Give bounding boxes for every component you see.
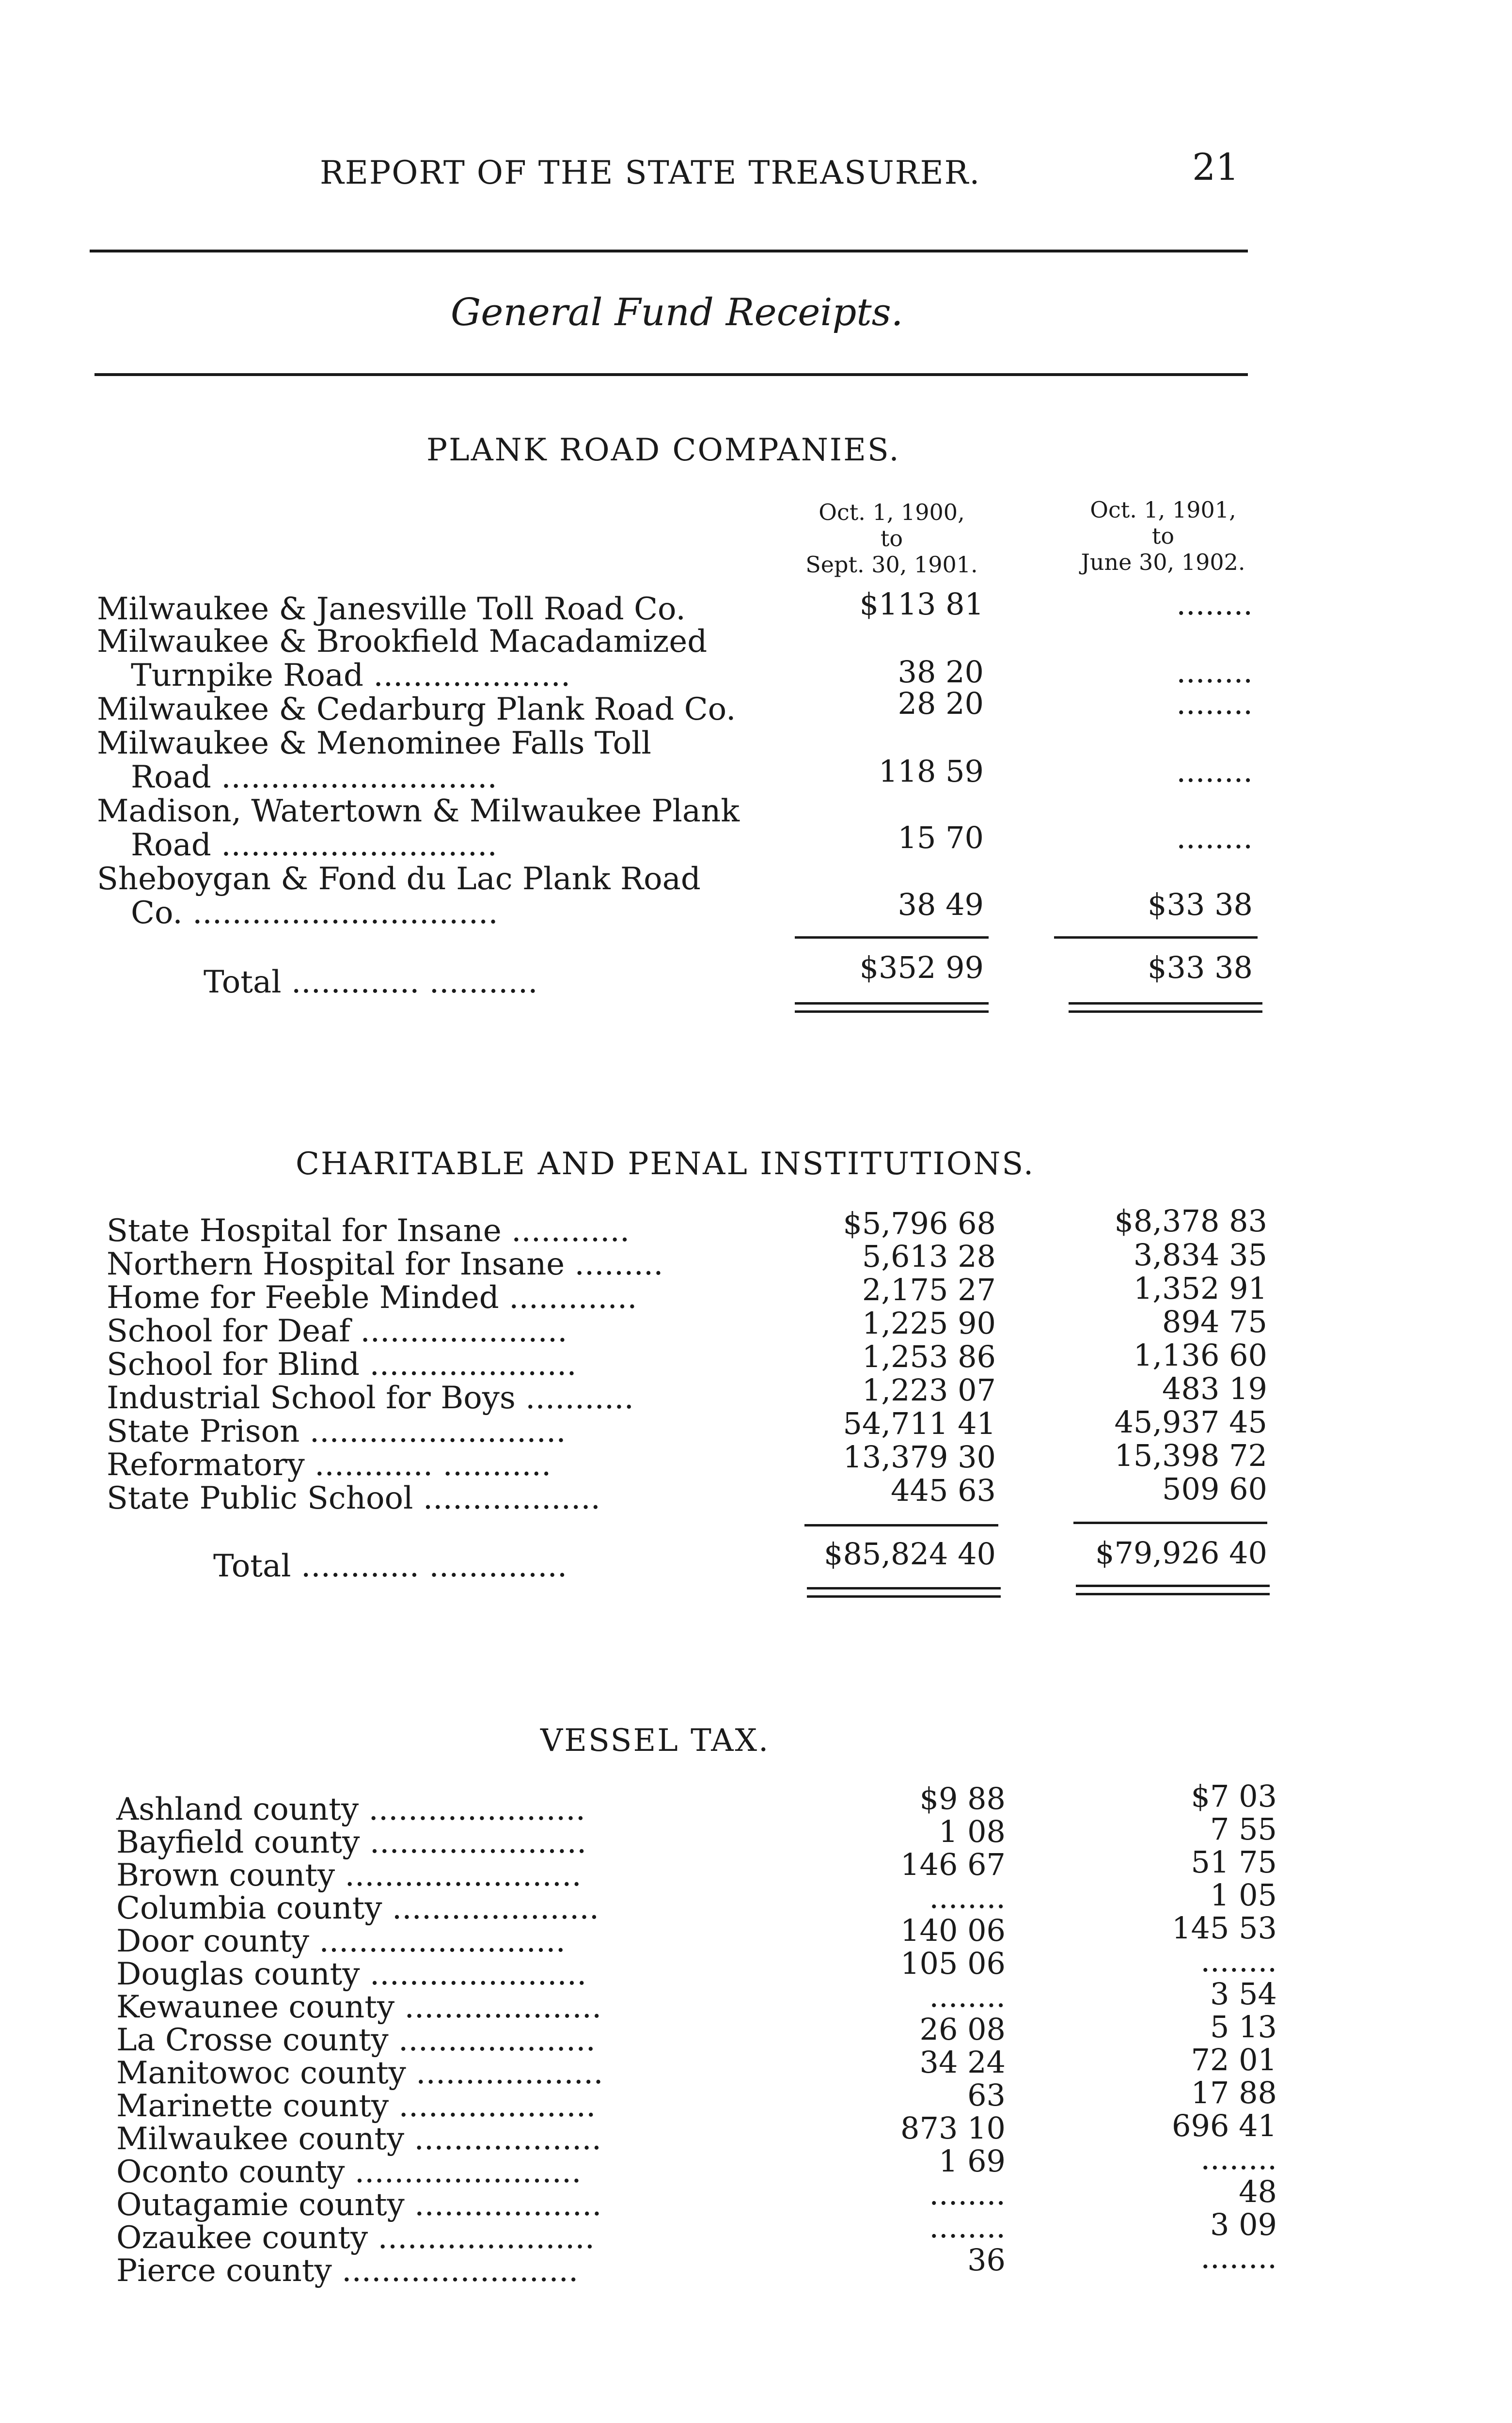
table-cell-value: 140 06 bbox=[900, 1913, 1006, 1948]
table-cell-value: 38 49 bbox=[898, 887, 984, 922]
table-row-label: Milwaukee & Brookfield Macadamized bbox=[97, 624, 708, 660]
table-cell-value: ........ bbox=[1176, 654, 1253, 690]
table-cell-value: $9 88 bbox=[919, 1781, 1006, 1816]
table-cell-value: 15,398 72 bbox=[1114, 1438, 1267, 1473]
table-row-label: Home for Feeble Minded ............. bbox=[107, 1280, 637, 1316]
table-cell-value: 36 bbox=[967, 2242, 1006, 2278]
table-row-label: School for Blind ..................... bbox=[107, 1347, 577, 1383]
table-cell-value: 118 59 bbox=[879, 754, 984, 789]
charitable-total-double-rule-1 bbox=[807, 1587, 1001, 1598]
plank-col2-header bbox=[1047, 497, 1279, 575]
table-cell-value: 509 60 bbox=[1162, 1471, 1267, 1507]
table-cell-value: 3 09 bbox=[1210, 2207, 1277, 2242]
table-row-label: Manitowoc county ................... bbox=[116, 2055, 603, 2091]
table-cell-value: 1 69 bbox=[938, 2143, 1006, 2179]
plank-sum-rule-1 bbox=[795, 936, 989, 939]
table-cell-value: 1,225 90 bbox=[862, 1306, 996, 1341]
table-cell-value: 873 10 bbox=[900, 2110, 1006, 2146]
table-cell-value: $5,796 68 bbox=[843, 1206, 996, 1241]
table-cell-value: ........ bbox=[1200, 2141, 1277, 2176]
table-row-label: Brown county ........................ bbox=[116, 1857, 582, 1893]
table-cell-value: 105 06 bbox=[900, 1946, 1006, 1981]
table-cell-value: 28 20 bbox=[898, 686, 984, 721]
table-cell-value: 145 53 bbox=[1172, 1910, 1277, 1946]
table-cell-value: $7 03 bbox=[1191, 1778, 1277, 1814]
table-cell-value: 45,937 45 bbox=[1114, 1404, 1267, 1440]
plank-total-v1: $352 99 bbox=[859, 950, 984, 985]
charitable-total-v2: $79,926 40 bbox=[1095, 1535, 1267, 1571]
table-row-label: Door county ......................... bbox=[116, 1923, 566, 1959]
table-cell-value: 63 bbox=[967, 2077, 1006, 2113]
table-row-label: Road ............................ bbox=[131, 759, 497, 795]
table-cell-value: 7 55 bbox=[1210, 1811, 1277, 1847]
table-cell-value: ........ bbox=[1176, 686, 1253, 721]
table-row-label: Sheboygan & Fond du Lac Plank Road bbox=[97, 861, 701, 897]
table-cell-value: ........ bbox=[1200, 2240, 1277, 2275]
table-cell-value: ........ bbox=[929, 1880, 1006, 1915]
table-row-label: Ozaukee county ...................... bbox=[116, 2220, 595, 2256]
table-cell-value: 1 05 bbox=[1210, 1877, 1277, 1913]
table-cell-value: 3 54 bbox=[1210, 1976, 1277, 2012]
plank-total-label: Total ............. ........... bbox=[204, 964, 538, 1000]
table-cell-value: 15 70 bbox=[898, 820, 984, 855]
charitable-sum-rule-1 bbox=[804, 1524, 998, 1526]
table-cell-value: 5,613 28 bbox=[862, 1239, 996, 1274]
table-row-label: Co. ............................... bbox=[131, 895, 498, 931]
table-row-label: Ashland county ...................... bbox=[116, 1792, 586, 1827]
table-row-label: State Hospital for Insane ............ bbox=[107, 1213, 630, 1249]
col-head-line: Oct. 1, 1901, bbox=[1090, 497, 1236, 523]
table-cell-value: $8,378 83 bbox=[1114, 1203, 1267, 1239]
table-cell-value: 894 75 bbox=[1162, 1304, 1267, 1339]
table-cell-value: 3,834 35 bbox=[1133, 1237, 1267, 1273]
table-row-label: State Public School .................. bbox=[107, 1480, 600, 1516]
table-row-label: School for Deaf ..................... bbox=[107, 1313, 567, 1349]
table-cell-value: 48 bbox=[1239, 2174, 1277, 2209]
table-cell-value: 51 75 bbox=[1191, 1844, 1277, 1880]
table-row-label: State Prison .......................... bbox=[107, 1414, 566, 1449]
table-row-label: Road ............................ bbox=[131, 827, 497, 863]
charitable-total-v1: $85,824 40 bbox=[824, 1536, 996, 1572]
table-cell-value: 1 08 bbox=[938, 1814, 1006, 1849]
table-cell-value: 445 63 bbox=[891, 1473, 996, 1508]
table-cell-value: 34 24 bbox=[919, 2045, 1006, 2080]
table-cell-value: $33 38 bbox=[1148, 887, 1253, 922]
col-head-line: Sept. 30, 1901. bbox=[805, 551, 978, 578]
table-cell-value: ........ bbox=[929, 1979, 1006, 2014]
table-cell-value: 38 20 bbox=[898, 654, 984, 690]
table-cell-value: ........ bbox=[1176, 754, 1253, 789]
table-cell-value: ........ bbox=[1200, 1943, 1277, 1979]
plank-col1-header bbox=[775, 499, 1008, 578]
plank-sum-rule-2 bbox=[1054, 936, 1258, 939]
charitable-total-label: Total ............ .............. bbox=[213, 1548, 567, 1584]
col-head-line: to bbox=[1151, 523, 1175, 549]
table-cell-value: 1,352 91 bbox=[1133, 1271, 1267, 1306]
table-row-label: Madison, Watertown & Milwaukee Plank bbox=[97, 793, 740, 829]
table-row-label: Reformatory ............ ........... bbox=[107, 1447, 551, 1483]
table-row-label: Pierce county ........................ bbox=[116, 2253, 579, 2289]
table-row-label: Industrial School for Boys ........... bbox=[107, 1380, 634, 1416]
table-cell-value: ........ bbox=[1176, 820, 1253, 855]
table-cell-value: ........ bbox=[1176, 586, 1253, 622]
plank-total-v2: $33 38 bbox=[1148, 950, 1253, 985]
table-cell-value: 5 13 bbox=[1210, 2009, 1277, 2045]
table-row-label: Outagamie county ................... bbox=[116, 2187, 602, 2223]
table-cell-value: 696 41 bbox=[1172, 2108, 1277, 2143]
table-cell-value: 483 19 bbox=[1162, 1371, 1267, 1406]
table-cell-value: 54,711 41 bbox=[843, 1406, 996, 1441]
table-row-label: Marinette county .................... bbox=[116, 2088, 596, 2124]
table-cell-value: 146 67 bbox=[900, 1847, 1006, 1882]
plank-total-double-rule-1 bbox=[795, 1002, 989, 1013]
table-row-label: Kewaunee county .................... bbox=[116, 1989, 602, 2025]
table-row-label: Milwaukee & Janesville Toll Road Co. bbox=[97, 591, 686, 627]
col-head-line: to bbox=[880, 525, 903, 551]
table-row-label: Douglas county ...................... bbox=[116, 1956, 587, 1992]
subtitle-rule bbox=[94, 373, 1248, 376]
table-cell-value: 1,223 07 bbox=[862, 1372, 996, 1408]
table-cell-value: 72 01 bbox=[1191, 2042, 1277, 2077]
table-row-label: La Crosse county .................... bbox=[116, 2022, 596, 2058]
charitable-total-double-rule-2 bbox=[1076, 1585, 1270, 1595]
table-row-label: Milwaukee & Menominee Falls Toll bbox=[97, 725, 651, 761]
table-row-label: Northern Hospital for Insane ......... bbox=[107, 1246, 663, 1282]
table-row-label: Turnpike Road .................... bbox=[131, 658, 571, 693]
table-cell-value: 1,253 86 bbox=[862, 1339, 996, 1374]
header-rule bbox=[90, 250, 1248, 252]
table-row-label: Milwaukee county ................... bbox=[116, 2121, 602, 2157]
vessel-section-title: VESSEL TAX. bbox=[540, 1723, 770, 1759]
table-cell-value: 17 88 bbox=[1191, 2075, 1277, 2110]
plank-section-title: PLANK ROAD COMPANIES. bbox=[426, 432, 900, 468]
table-row-label: Milwaukee & Cedarburg Plank Road Co. bbox=[97, 692, 736, 727]
table-cell-value: 2,175 27 bbox=[862, 1272, 996, 1307]
plank-total-double-rule-2 bbox=[1069, 1002, 1262, 1013]
table-cell-value: ........ bbox=[929, 2176, 1006, 2212]
table-row-label: Oconto county ....................... bbox=[116, 2154, 582, 2190]
col-head-line: Oct. 1, 1900, bbox=[819, 499, 965, 525]
table-cell-value: 13,379 30 bbox=[843, 1439, 996, 1475]
table-row-label: Bayfield county ...................... bbox=[116, 1825, 587, 1860]
page-header: REPORT OF THE STATE TREASURER. bbox=[320, 154, 981, 191]
table-row-label: Columbia county ..................... bbox=[116, 1890, 599, 1926]
table-cell-value: 26 08 bbox=[919, 2012, 1006, 2047]
table-cell-value: 1,136 60 bbox=[1133, 1337, 1267, 1373]
table-cell-value: $113 81 bbox=[859, 586, 984, 622]
page-number: 21 bbox=[1192, 145, 1239, 189]
charitable-sum-rule-2 bbox=[1073, 1522, 1267, 1524]
col-head-line: June 30, 1902. bbox=[1081, 549, 1245, 575]
table-cell-value: ........ bbox=[929, 2209, 1006, 2245]
charitable-section-title: CHARITABLE AND PENAL INSTITUTIONS. bbox=[296, 1146, 1035, 1182]
section-subtitle: General Fund Receipts. bbox=[451, 291, 903, 334]
